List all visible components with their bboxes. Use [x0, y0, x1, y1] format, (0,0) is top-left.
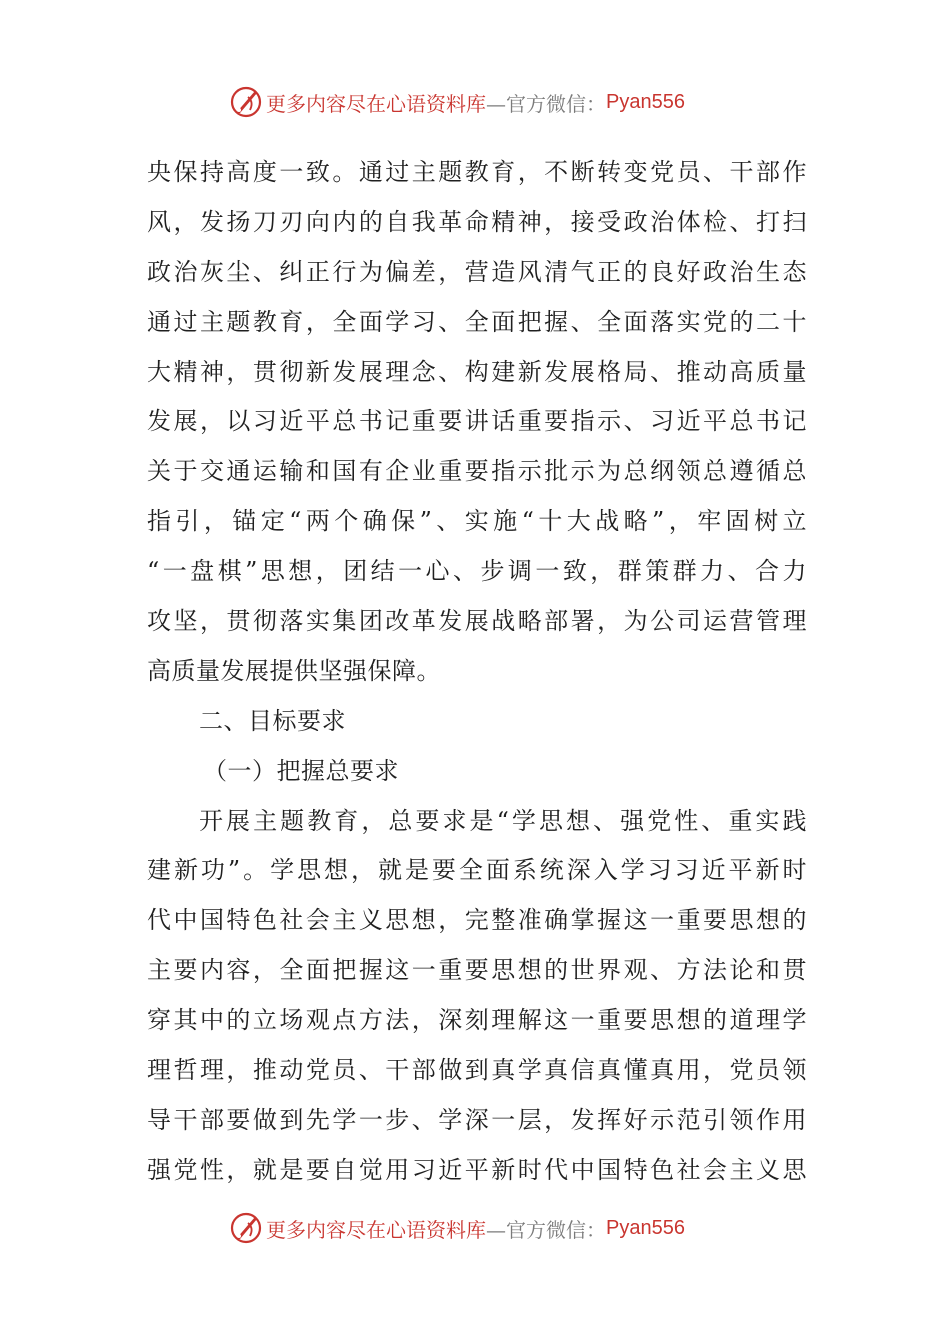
body-line: “一盘棋”思想，团结一心、步调一致，群策群力、合力	[147, 557, 807, 586]
body-line: 穿其中的立场观点方法，深刻理解这一重要思想的道理学	[147, 1006, 807, 1035]
body-line: 高质量发展提供坚强保障。	[147, 656, 441, 685]
header-wechat-label: —官方微信：	[486, 91, 606, 116]
body-line: 建新功”。学思想，就是要全面系统深入学习习近平新时	[147, 856, 807, 885]
footer-site-text: 更多内容尽在心语资料库	[266, 1217, 486, 1242]
body-line: 风，发扬刀刃向内的自我革命精神，接受政治体检、打扫	[147, 207, 807, 236]
body-line: 关于交通运输和国有企业重要指示批示为总纲领总遵循总	[147, 457, 807, 486]
body-line: 央保持高度一致。通过主题教育，不断转变党员、干部作	[147, 158, 807, 186]
document-body	[147, 148, 807, 1196]
header-site-text: 更多内容尽在心语资料库	[266, 91, 486, 116]
body-line: 政治灰尘、纠正行为偏差，营造风清气正的良好政治生态	[147, 257, 807, 286]
body-line: 理哲理，推动党员、干部做到真学真信真懂真用，党员领	[147, 1056, 807, 1085]
footer-wechat-label: —官方微信：	[486, 1217, 606, 1242]
body-line: 代中国特色社会主义思想，完整准确掌握这一重要思想的	[147, 906, 807, 935]
footer-banner	[228, 1208, 685, 1248]
body-line: 开展主题教育，总要求是“学思想、强党性、重实践	[199, 806, 807, 835]
quill-logo-icon	[228, 1210, 264, 1246]
header-banner	[228, 82, 685, 122]
body-line: 发展，以习近平总书记重要讲话重要指示、习近平总书记	[147, 407, 807, 436]
quill-logo-icon	[228, 84, 264, 120]
subsection-heading: （一）把握总要求	[203, 756, 399, 785]
body-line: 主要内容，全面把握这一重要思想的世界观、方法论和贯	[147, 956, 807, 985]
body-line: 导干部要做到先学一步、学深一层，发挥好示范引领作用	[147, 1105, 807, 1134]
body-line: 攻坚，贯彻落实集团改革发展战略部署，为公司运营管理	[147, 607, 807, 636]
body-line: 指引，锚定“两个确保”、实施“十大战略”，牢固树立	[147, 507, 807, 536]
footer-wechat-handle: Pyan556	[606, 1216, 685, 1239]
header-wechat-handle: Pyan556	[606, 90, 685, 113]
body-line: 通过主题教育，全面学习、全面把握、全面落实党的二十	[147, 307, 807, 336]
body-line: 大精神，贯彻新发展理念、构建新发展格局、推动高质量	[147, 357, 807, 386]
section-heading: 二、目标要求	[199, 706, 346, 735]
body-line: 强党性，就是要自觉用习近平新时代中国特色社会主义思	[147, 1155, 807, 1184]
